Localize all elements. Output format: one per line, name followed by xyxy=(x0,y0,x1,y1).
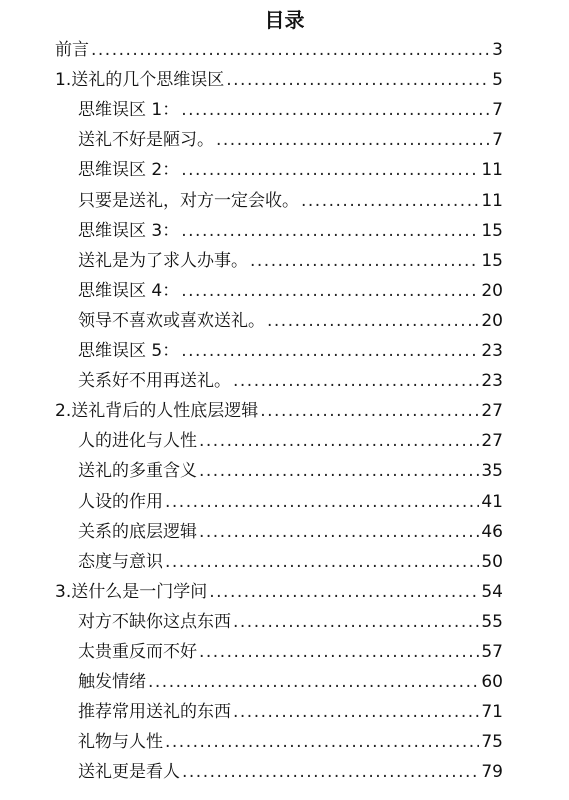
toc-section-entry[interactable] xyxy=(78,667,503,697)
toc-dot-leader xyxy=(148,667,479,697)
toc-chapter-entry[interactable] xyxy=(55,65,503,95)
toc-page-number: 11 xyxy=(481,160,503,181)
toc-entry-label: 思维误区 2： xyxy=(78,160,180,181)
toc-section-entry[interactable] xyxy=(78,727,503,757)
toc-entry-label: 送礼不好是陋习。 xyxy=(78,130,214,151)
toc-section-entry[interactable] xyxy=(78,607,503,637)
toc-page-number: 75 xyxy=(481,732,503,753)
toc-page-number: 46 xyxy=(481,521,503,542)
toc-entry-label: 态度与意识 xyxy=(78,551,163,572)
toc-entry-label: 礼物与人性 xyxy=(78,732,163,753)
toc-page-number: 23 xyxy=(481,371,503,392)
toc-entry-label: 对方不缺你这点东西 xyxy=(78,611,231,632)
toc-dot-leader xyxy=(165,547,479,577)
toc-dot-leader xyxy=(199,456,479,486)
toc-entry-label: 思维误区 4： xyxy=(78,280,180,301)
toc-section-entry[interactable] xyxy=(78,517,503,547)
toc-entry-label: 3.送什么是一门学问 xyxy=(55,581,208,602)
toc-page-number: 50 xyxy=(481,551,503,572)
page-title: 目录 xyxy=(264,8,305,32)
toc-section-entry[interactable] xyxy=(78,336,503,366)
toc-dot-leader xyxy=(233,366,479,396)
toc-dot-leader xyxy=(250,246,479,276)
toc-page-number: 79 xyxy=(481,762,503,783)
toc-entry-label: 送礼更是看人 xyxy=(78,762,180,783)
toc-section-entry[interactable] xyxy=(78,697,503,727)
toc-dot-leader xyxy=(199,517,479,547)
toc-page-number: 15 xyxy=(481,250,503,271)
toc-chapter-entry[interactable] xyxy=(55,577,503,607)
toc-chapter-entry[interactable] xyxy=(55,396,503,426)
toc-dot-leader xyxy=(199,637,479,667)
toc-section-entry[interactable] xyxy=(78,276,503,306)
toc-dot-leader xyxy=(181,216,479,246)
toc-entry-label: 关系的底层逻辑 xyxy=(78,521,197,542)
toc-page-number: 41 xyxy=(481,491,503,512)
toc-page-number: 23 xyxy=(481,341,503,361)
toc-entry-label: 触发情绪 xyxy=(78,672,146,693)
toc-page-number: 60 xyxy=(481,672,503,693)
toc-section-entry[interactable] xyxy=(78,547,503,577)
toc-page-number: 7 xyxy=(492,130,503,151)
toc-section-entry[interactable] xyxy=(78,757,503,787)
toc-section-entry[interactable] xyxy=(78,366,503,396)
toc-entry-label: 前言 xyxy=(55,40,89,60)
toc-dot-leader xyxy=(260,396,479,426)
toc-page-number: 20 xyxy=(481,280,503,301)
toc-page-number: 11 xyxy=(481,190,503,211)
toc-page-number: 5 xyxy=(492,70,503,91)
toc-dot-leader xyxy=(181,336,479,366)
toc-section-entry[interactable] xyxy=(78,155,503,185)
toc-dot-leader xyxy=(182,757,479,787)
toc-dot-leader xyxy=(216,125,490,155)
toc-entry-label: 思维误区 5： xyxy=(78,341,180,361)
toc-page-number: 57 xyxy=(481,642,503,662)
toc-page-number: 7 xyxy=(492,100,503,121)
toc-page-number: 15 xyxy=(481,220,503,241)
toc-entry-label: 思维误区 3： xyxy=(78,220,180,241)
toc-dot-leader xyxy=(267,306,479,336)
toc-entry-label: 2.送礼背后的人性底层逻辑 xyxy=(55,401,259,422)
toc-entry-label: 领导不喜欢或喜欢送礼。 xyxy=(78,310,265,331)
toc-page-number: 35 xyxy=(481,461,503,482)
toc-section-entry[interactable] xyxy=(78,246,503,276)
toc-entry-label: 1.送礼的几个思维误区 xyxy=(55,70,225,91)
toc-entry-label: 关系好不用再送礼。 xyxy=(78,371,231,392)
toc-dot-leader xyxy=(226,65,490,95)
toc-entry-label: 只要是送礼，对方一定会收。 xyxy=(78,190,299,211)
toc-section-entry[interactable] xyxy=(78,95,503,125)
toc-dot-leader xyxy=(301,186,479,216)
toc-entry-label: 人的进化与人性 xyxy=(78,431,197,452)
toc-dot-leader xyxy=(181,155,479,185)
toc-page-number: 27 xyxy=(481,431,503,452)
toc-section-entry[interactable] xyxy=(78,426,503,456)
toc-dot-leader xyxy=(181,95,490,125)
toc-entry-label: 人设的作用 xyxy=(78,491,163,512)
toc-section-entry[interactable] xyxy=(78,487,503,517)
toc-dot-leader xyxy=(181,276,479,306)
toc-section-entry[interactable] xyxy=(78,125,503,155)
toc-entry-label: 推荐常用送礼的东西 xyxy=(78,702,231,723)
toc-dot-leader xyxy=(233,697,479,727)
toc-page-number: 20 xyxy=(481,310,503,331)
toc-page-number: 54 xyxy=(481,581,503,602)
toc-section-entry[interactable] xyxy=(78,216,503,246)
toc-entry-label: 送礼是为了求人办事。 xyxy=(78,250,248,271)
toc-dot-leader xyxy=(199,426,479,456)
toc-section-entry[interactable] xyxy=(78,186,503,216)
toc-entry-label: 太贵重反而不好 xyxy=(78,642,197,662)
toc-section-entry[interactable] xyxy=(78,456,503,486)
toc-entry-label: 送礼的多重含义 xyxy=(78,461,197,482)
toc-chapter-entry[interactable] xyxy=(55,35,503,65)
toc-page-number: 71 xyxy=(481,702,503,723)
toc-page-number: 3 xyxy=(492,40,503,60)
toc-dot-leader xyxy=(233,607,479,637)
toc-section-entry[interactable] xyxy=(78,306,503,336)
toc-dot-leader xyxy=(165,727,479,757)
toc-page-number: 27 xyxy=(481,401,503,422)
toc-dot-leader xyxy=(91,35,490,65)
toc-dot-leader xyxy=(165,487,479,517)
toc-page-number: 55 xyxy=(481,611,503,632)
toc-entry-label: 思维误区 1： xyxy=(78,100,180,121)
toc-dot-leader xyxy=(209,577,479,607)
toc-section-entry[interactable] xyxy=(78,637,503,667)
